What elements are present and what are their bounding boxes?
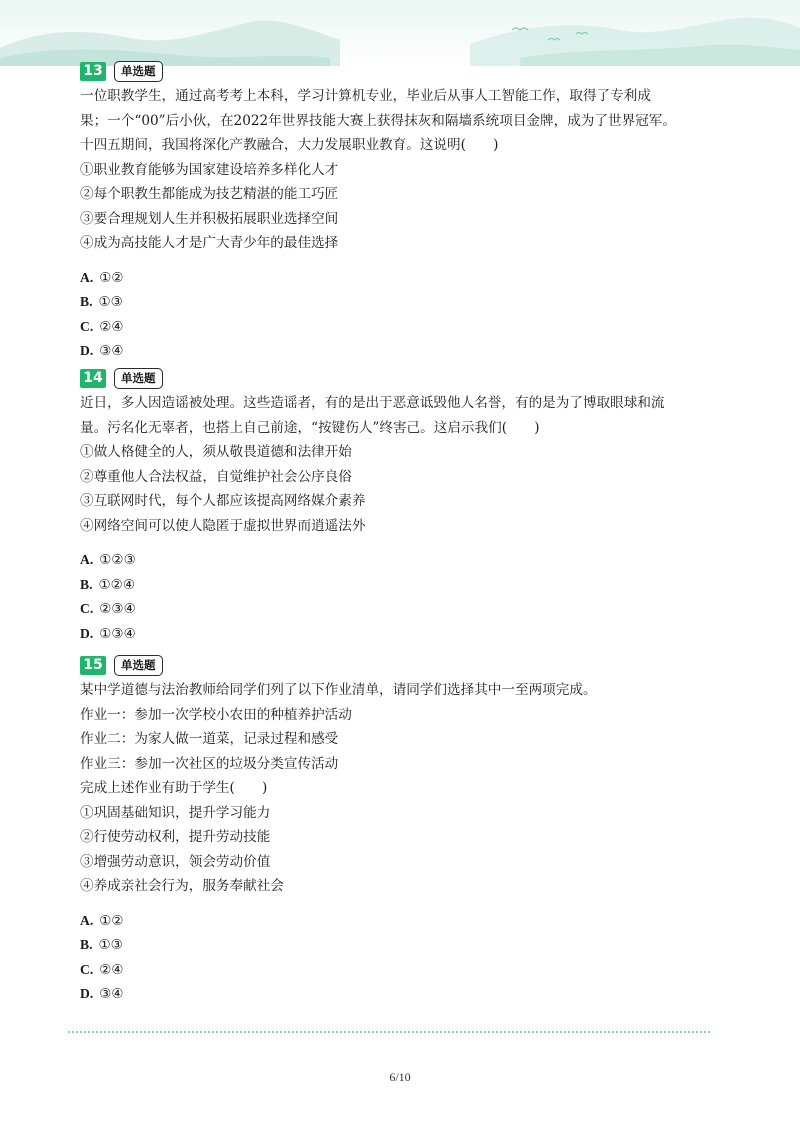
option-b[interactable] (80, 573, 720, 598)
stem-line: ④成为高技能人才是广大青少年的最佳选择 (80, 235, 339, 251)
option-letter: D. (80, 625, 94, 641)
question-header (80, 654, 720, 676)
option-text: ①③ (98, 294, 123, 310)
question-number-badge: 15 (80, 656, 106, 675)
option-d[interactable] (80, 982, 720, 1007)
page-number: 6/10 (389, 1070, 411, 1084)
option-letter: C. (80, 601, 94, 616)
question-stem (80, 391, 720, 538)
stem-line: 果；一个“00”后小伙，在2022年世界技能大赛上获得抹灰和隔墙系统项目金牌，成为了世界冠军。 (80, 112, 676, 129)
stem-line: ②每个职教生都能成为技艺精湛的能工巧匠 (80, 186, 339, 202)
stem-line: 一位职教学生，通过高考考上本科，学习计算机专业，毕业后从事人工智能工作，取得了专利成 (80, 88, 651, 104)
question-type-badge: 单选题 (114, 61, 163, 82)
option-text: ①② (99, 912, 124, 929)
option-letter: A. (80, 552, 94, 567)
stem-line: 某中学道德与法治教师给同学们列了以下作业清单，请同学们选择其中一至两项完成。 (80, 682, 597, 698)
stem-line: 完成上述作业有助于学生( ) (80, 780, 268, 796)
option-text: ③④ (99, 343, 124, 359)
option-letter: D. (80, 343, 94, 358)
stem-line: 量。污名化无辜者，也搭上自己前途，“按键伤人”终害己。这启示我们( ) (80, 419, 540, 436)
option-text: ②③④ (99, 601, 136, 617)
option-c[interactable] (80, 958, 720, 983)
question-13 (80, 60, 720, 364)
option-a[interactable] (80, 909, 720, 934)
stem-line: ④养成亲社会行为，服务奉献社会 (80, 878, 284, 894)
option-d[interactable] (80, 339, 720, 364)
stem-line: 十四五期间，我国将深化产教融合，大力发展职业教育。这说明( ) (80, 137, 499, 153)
option-letter: A. (80, 912, 94, 928)
option-letter: B. (80, 576, 93, 592)
question-number-badge: 14 (80, 369, 106, 388)
stem-line: ①巩固基础知识，提升学习能力 (80, 804, 271, 821)
option-c[interactable] (80, 315, 720, 340)
option-letter: B. (80, 937, 93, 952)
question-header (80, 367, 720, 389)
stem-line: ①做人格健全的人，须从敬畏道德和法律开始 (80, 444, 352, 460)
option-text: ①② (99, 269, 124, 286)
option-a[interactable] (80, 548, 720, 573)
question-header (80, 60, 720, 82)
stem-line: ④网络空间可以使人隐匿于虚拟世界而逍遥法外 (80, 517, 366, 534)
stem-line: ②尊重他人合法权益，自觉维护社会公序良俗 (80, 468, 352, 485)
option-letter: D. (80, 986, 94, 1001)
option-list (80, 909, 720, 1007)
option-text: ①③ (98, 937, 123, 953)
stem-line: ③要合理规划人生并积极拓展职业选择空间 (80, 210, 339, 227)
footer-divider (68, 1031, 710, 1033)
question-14 (80, 367, 720, 646)
option-letter: C. (80, 318, 94, 334)
option-text: ①②④ (98, 576, 136, 593)
option-a[interactable] (80, 266, 720, 291)
question-number-badge: 13 (80, 62, 106, 81)
option-list (80, 266, 720, 364)
question-15 (80, 654, 720, 1007)
option-letter: C. (80, 961, 94, 977)
stem-line: 作业二：为家人做一道菜，记录过程和感受 (80, 731, 339, 747)
option-text: ③④ (99, 986, 124, 1002)
stem-line: 作业一：参加一次学校小农田的种植养护活动 (80, 706, 352, 723)
question-stem (80, 678, 720, 899)
option-c[interactable] (80, 597, 720, 622)
option-d[interactable] (80, 622, 720, 647)
header-banner (0, 0, 800, 66)
option-letter: B. (80, 294, 93, 309)
option-b[interactable] (80, 933, 720, 958)
stem-line: ①职业教育能够为国家建设培养多样化人才 (80, 161, 339, 178)
option-text: ①③④ (99, 625, 136, 642)
option-text: ②④ (99, 318, 124, 335)
stem-line: 近日，多人因造谣被处理。这些造谣者，有的是出于恶意诋毁他人名誉，有的是为了博取眼球和流 (80, 395, 665, 411)
stem-line: ②行使劳动权利，提升劳动技能 (80, 829, 271, 845)
option-list (80, 548, 720, 646)
question-type-badge: 单选题 (114, 655, 163, 676)
question-stem (80, 84, 720, 256)
option-text: ②④ (99, 961, 124, 978)
option-text: ①②③ (99, 552, 136, 568)
option-b[interactable] (80, 290, 720, 315)
option-letter: A. (80, 269, 94, 285)
question-type-badge: 单选题 (114, 368, 163, 389)
stem-line: ③互联网时代，每个人都应该提高网络媒介素养 (80, 493, 366, 509)
stem-line: ③增强劳动意识，领会劳动价值 (80, 853, 271, 870)
stem-line: 作业三：参加一次社区的垃圾分类宣传活动 (80, 755, 339, 772)
